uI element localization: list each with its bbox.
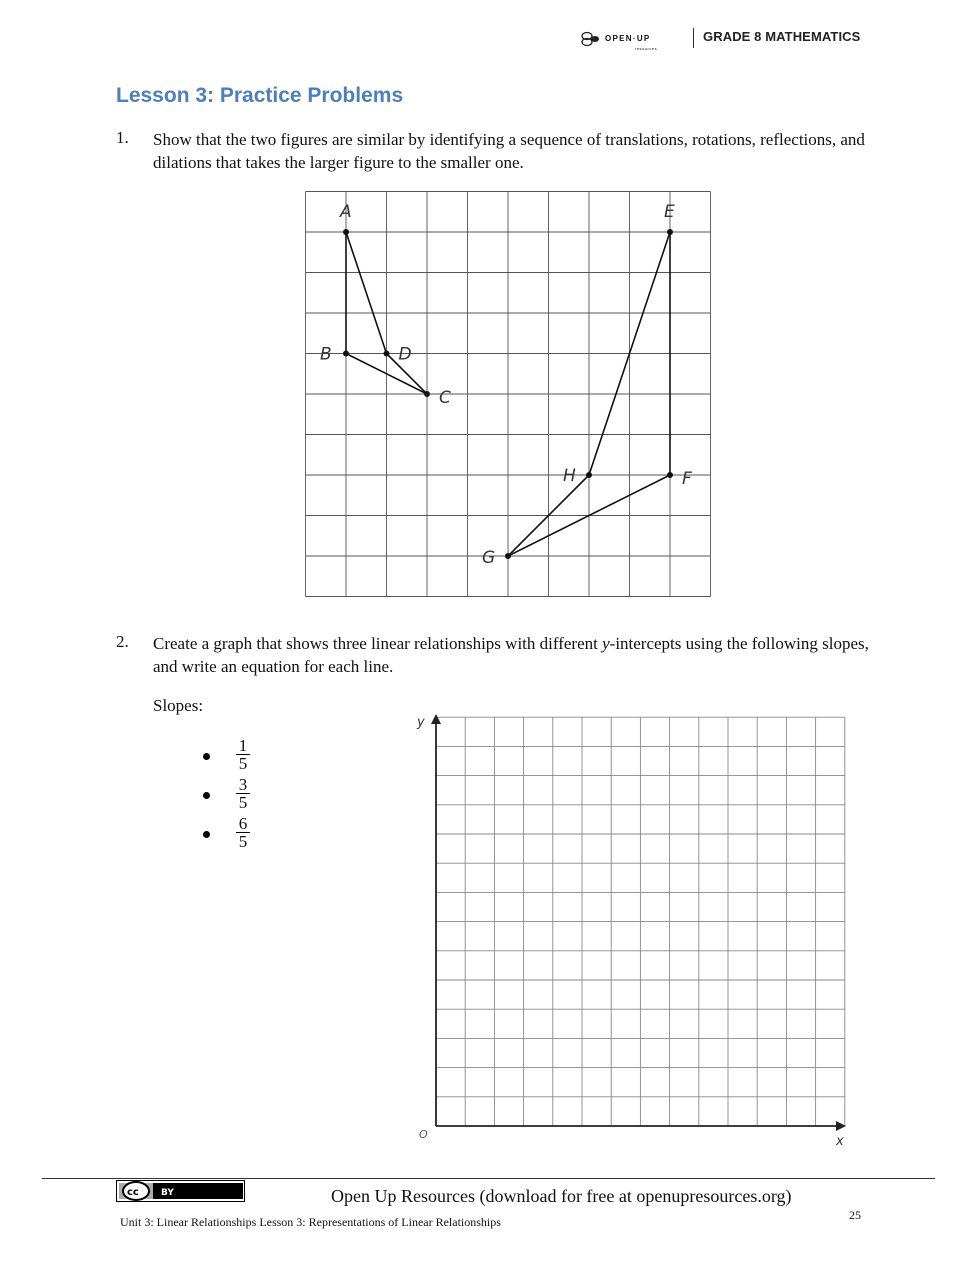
svg-text:cc: cc — [127, 1187, 139, 1198]
page-title: Lesson 3: Practice Problems — [116, 84, 404, 107]
graph-grid-lines — [436, 717, 845, 1126]
footer-unit-title: Unit 3: Linear Relationships Lesson 3: Representations of Linear Relationships — [120, 1215, 501, 1229]
point-label-D: D — [398, 344, 412, 365]
origin-label: O — [419, 1128, 428, 1141]
point-label-B: B — [320, 344, 332, 365]
slope-fraction-3: $\frac{6}{5}$ — [236, 815, 250, 850]
similar-figures-grid — [305, 191, 712, 599]
point-label-E: E — [664, 202, 675, 222]
y-axis-arrow-icon — [431, 714, 441, 724]
point-label-A: A — [340, 202, 352, 222]
problem-1-text: Show that the two figures are similar by identifying a sequence of translations, rotations, reflections, and dilations that takes the larger figure to the smaller one. — [153, 130, 865, 172]
point-A — [343, 229, 349, 235]
footer-divider — [42, 1178, 935, 1179]
point-B — [343, 351, 349, 357]
point-E — [667, 229, 673, 235]
x-axis-label: x — [836, 1134, 844, 1149]
open-up-logo — [581, 30, 658, 51]
y-variable: y — [602, 634, 610, 653]
segment-AD — [346, 232, 387, 354]
cc-by-license-icon — [116, 1180, 245, 1202]
svg-text:BY: BY — [161, 1188, 174, 1198]
bee-icon — [581, 31, 601, 47]
coordinate-grid — [410, 708, 855, 1153]
logo-wordmark: OPEN·UP resources — [605, 34, 658, 51]
footer-attribution: Open Up Resources (download for free at openupresources.org) — [331, 1186, 792, 1206]
slopes-label: Slopes: — [153, 696, 204, 715]
point-C — [424, 391, 430, 397]
figure-grid-lines — [306, 192, 711, 597]
bullet-icon — [203, 831, 210, 838]
figure-points — [320, 202, 692, 568]
header-divider — [693, 28, 694, 48]
problem-2-text: Create a graph that shows three linear relationships with different y-intercepts using the following slopes, and write an equation for each line. — [153, 634, 869, 676]
point-label-H: H — [563, 466, 576, 486]
point-G — [505, 553, 511, 559]
page-number: 25 — [849, 1208, 861, 1222]
slope-fraction-2: $\frac{3}{5}$ — [236, 776, 250, 811]
point-label-G: G — [482, 548, 496, 568]
bullet-icon — [203, 753, 210, 760]
point-label-F: F — [682, 469, 692, 489]
problem-2-number: 2. — [116, 632, 129, 651]
slope-fraction-1: $\frac{1}{5}$ — [236, 737, 250, 772]
point-F — [667, 472, 673, 478]
point-D — [384, 351, 390, 357]
grade-label: GRADE 8 MATHEMATICS — [703, 29, 861, 44]
problem-1-number: 1. — [116, 128, 129, 147]
bullet-icon — [203, 792, 210, 799]
point-H — [586, 472, 592, 478]
point-label-C: C — [439, 388, 451, 408]
y-axis-label: y — [417, 715, 425, 730]
